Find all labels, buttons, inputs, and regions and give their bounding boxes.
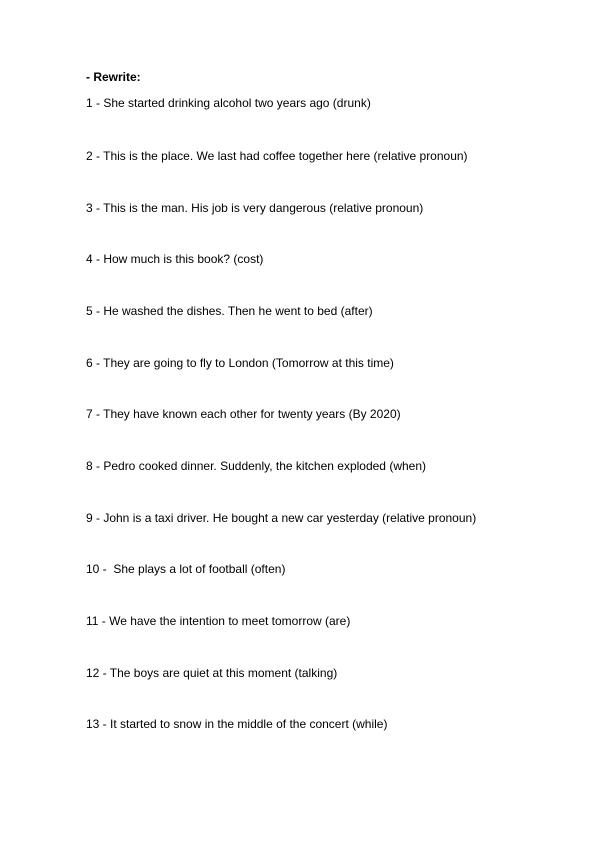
- exercise-item-5: 5 - He washed the dishes. Then he went to bed (after): [86, 304, 373, 318]
- exercise-item-9: 9 - John is a taxi driver. He bought a new car yesterday (relative pronoun): [86, 511, 477, 525]
- exercise-item-12: 12 - The boys are quiet at this moment (talking): [86, 666, 338, 680]
- exercise-item-6: 6 - They are going to fly to London (Tomorrow at this time): [86, 356, 394, 370]
- exercise-item-11: 11 - We have the intention to meet tomorrow (are): [86, 614, 351, 628]
- exercise-item-7: 7 - They have known each other for twenty years (By 2020): [86, 407, 401, 421]
- exercise-item-13: 13 - It started to snow in the middle of the concert (while): [86, 717, 388, 731]
- worksheet-heading: - Rewrite:: [86, 70, 141, 84]
- exercise-item-3: 3 - This is the man. His job is very dangerous (relative pronoun): [86, 201, 424, 215]
- exercise-item-2: 2 - This is the place. We last had coffee together here (relative pronoun): [86, 149, 468, 163]
- exercise-item-1: 1 - She started drinking alcohol two years ago (drunk): [86, 96, 371, 110]
- exercise-item-4: 4 - How much is this book? (cost): [86, 252, 264, 266]
- exercise-item-10: 10 - She plays a lot of football (often): [86, 562, 286, 576]
- exercise-item-8: 8 - Pedro cooked dinner. Suddenly, the kitchen exploded (when): [86, 459, 426, 473]
